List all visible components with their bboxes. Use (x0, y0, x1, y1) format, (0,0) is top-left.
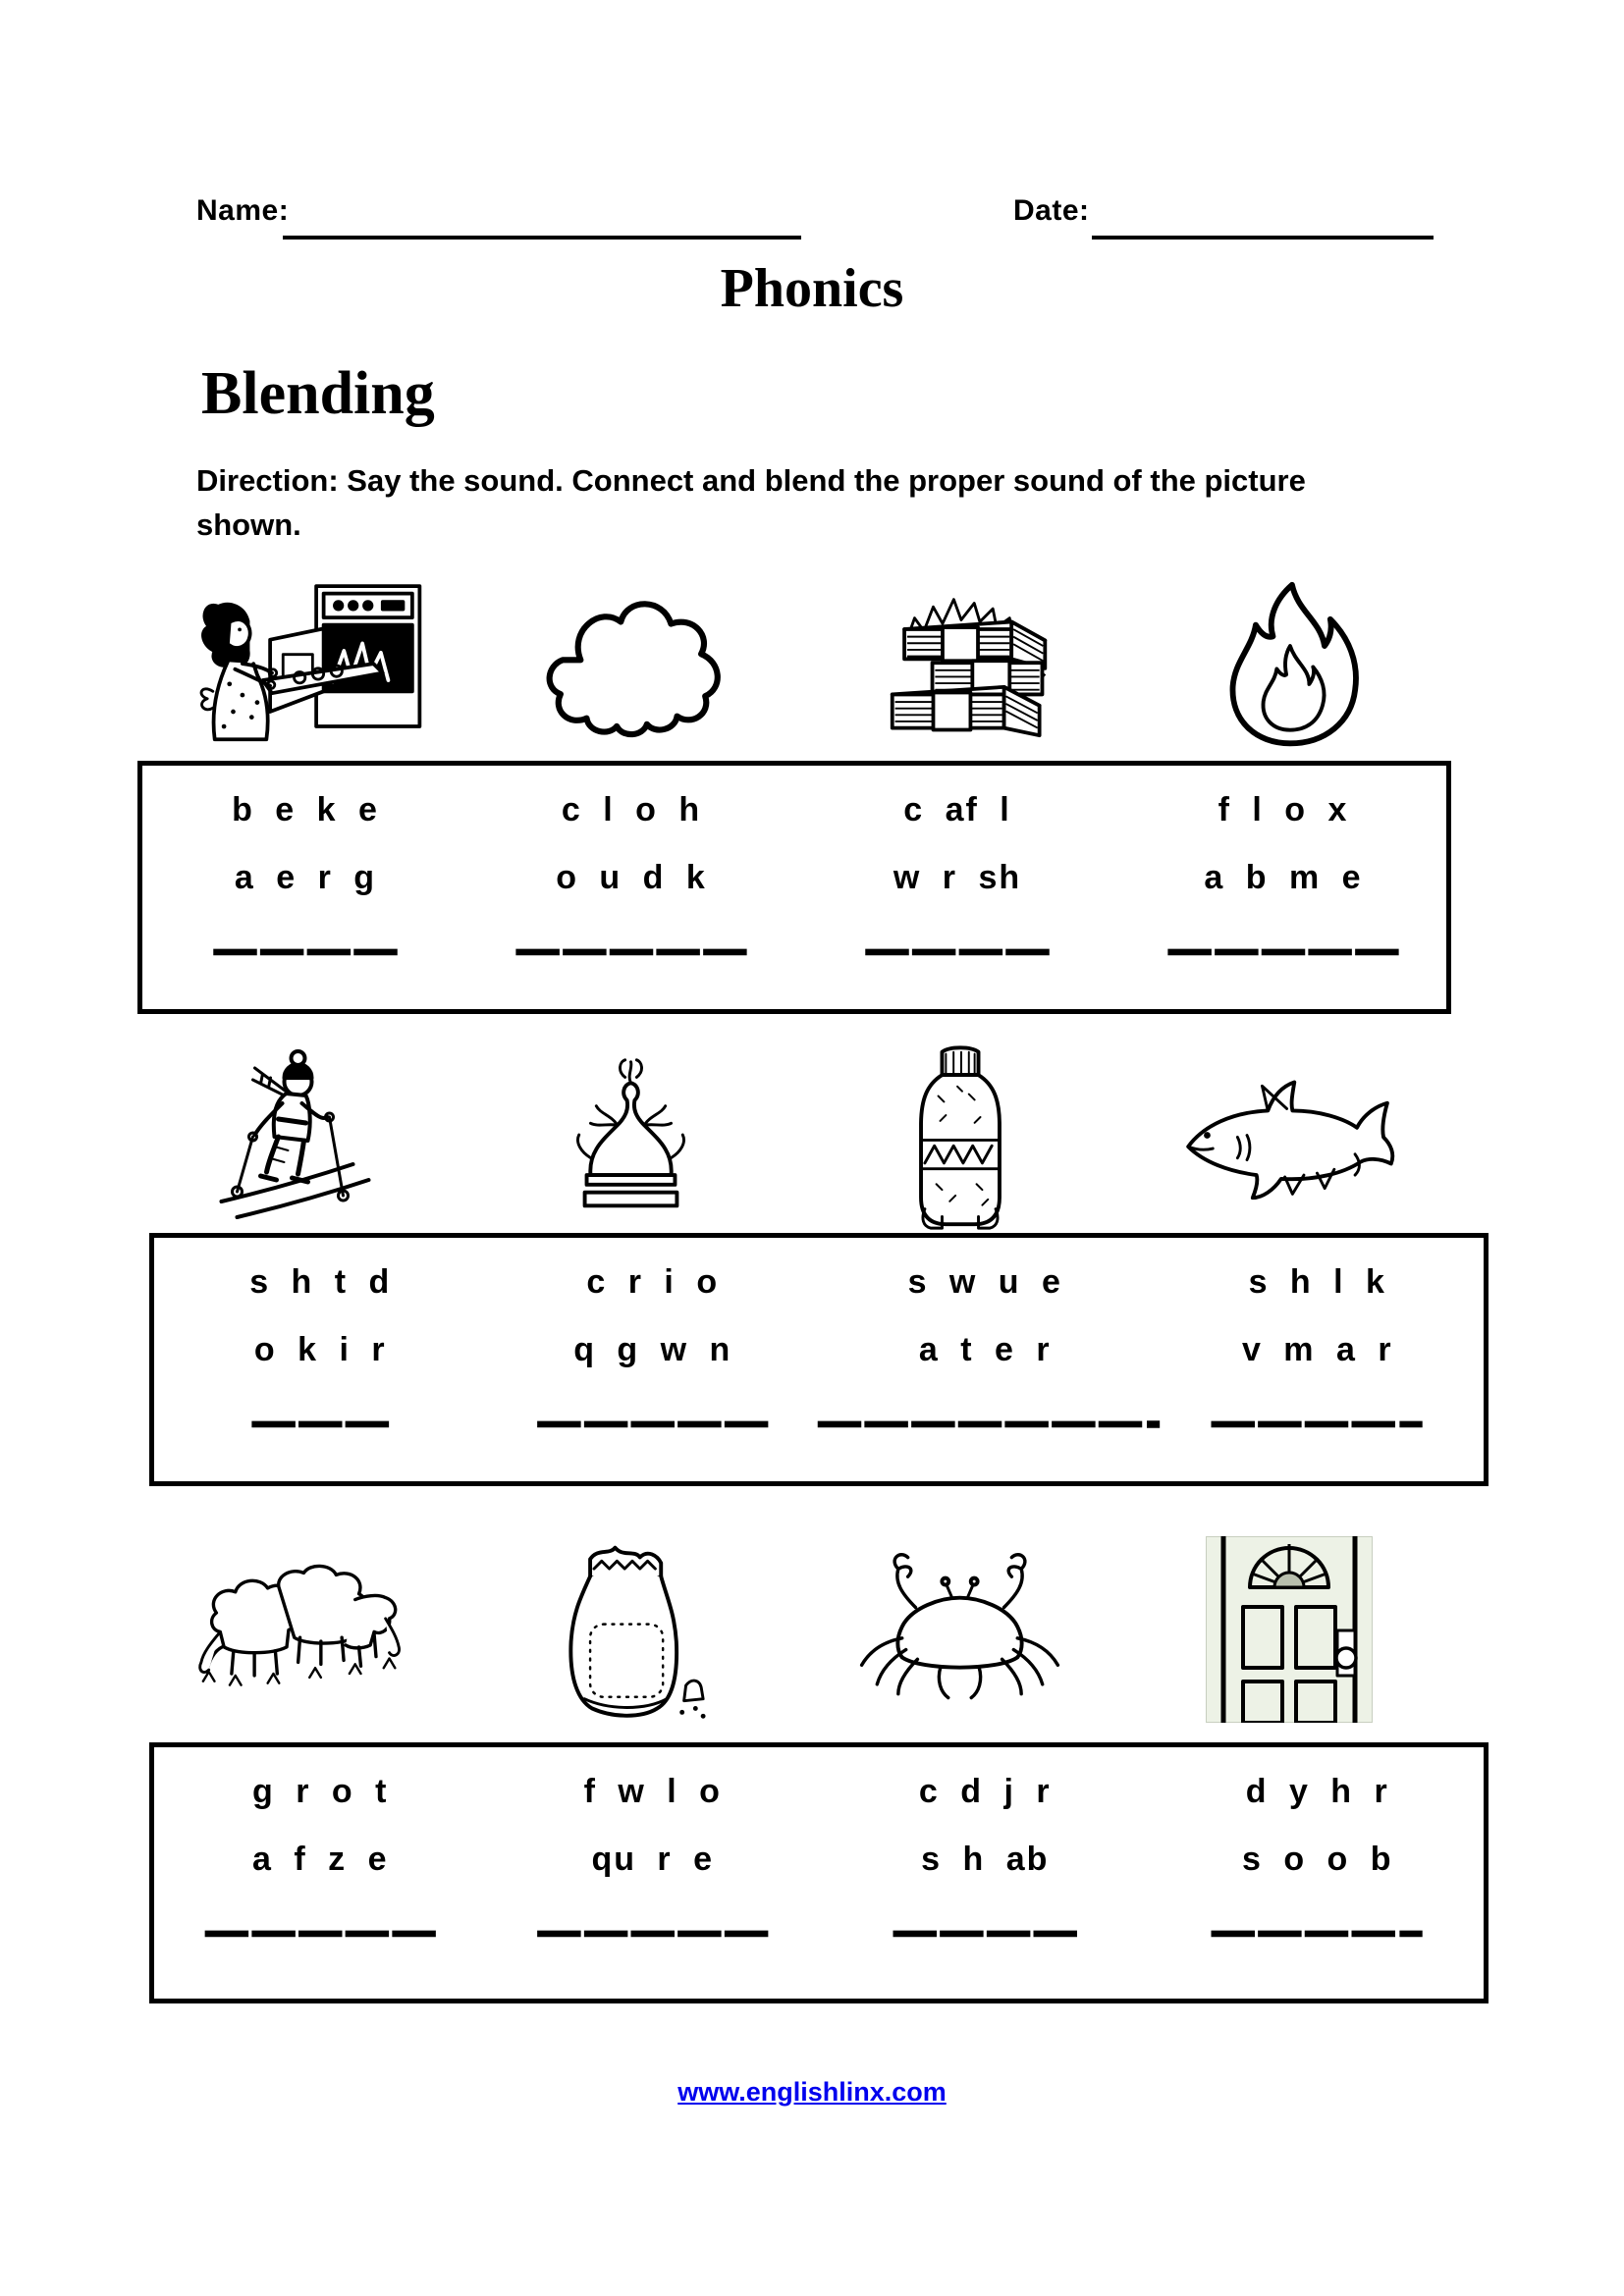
answer-blank[interactable]: — — — — — (1168, 926, 1398, 972)
footer-link[interactable]: www.englishlinx.com (677, 2077, 947, 2107)
letter-cell (154, 1238, 487, 1481)
shark-image (1124, 1067, 1453, 1204)
letters-top: f l o x (1218, 791, 1349, 828)
date-label: Date: (1013, 194, 1090, 227)
letter-box-3 (149, 1742, 1489, 2003)
door-image (1124, 1536, 1453, 1723)
letter-cell (1152, 1747, 1485, 1999)
letters-top: c l o h (561, 791, 702, 828)
letters-bottom: a e r g (234, 859, 377, 896)
letter-box-2 (149, 1233, 1489, 1486)
letters-top: s h l k (1248, 1263, 1386, 1301)
name-line[interactable] (283, 236, 801, 240)
letters-top: c af l (903, 791, 1011, 828)
letters-top: s w u e (907, 1263, 1062, 1301)
letters-bottom: o k i r (253, 1331, 387, 1368)
crab-image (795, 1544, 1124, 1716)
cloud-image (466, 585, 795, 747)
picture-row-2 (137, 1039, 1453, 1233)
letters-bottom: s o o b (1241, 1841, 1393, 1878)
letter-cell (468, 766, 794, 1009)
answer-blank[interactable]: — — — — — (205, 1907, 435, 1953)
letters-bottom: w r sh (893, 859, 1022, 896)
sack-image (466, 1534, 795, 1726)
answer-blank[interactable]: — — — — — — — - (819, 1398, 1161, 1444)
letters-bottom: a f z e (252, 1841, 389, 1878)
letters-bottom: qu r e (591, 1841, 715, 1878)
letters-top: c r i o (586, 1263, 720, 1301)
direction-text: Direction: Say the sound. Connect and blend the proper sound of the picture shown. (196, 463, 1306, 542)
date-line[interactable] (1092, 236, 1434, 240)
letters-bottom: v m a r (1241, 1331, 1393, 1368)
section-title: Blending (201, 360, 435, 427)
sweater-image (795, 1041, 1124, 1232)
letters-top: d y h r (1245, 1773, 1389, 1810)
answer-blank[interactable]: — — — — – (1212, 1398, 1423, 1444)
picture-row-3 (137, 1531, 1453, 1728)
letter-cell (142, 766, 468, 1009)
money-image (795, 575, 1124, 757)
letter-cell (819, 1238, 1161, 1481)
letter-cell (487, 1238, 820, 1481)
crown-image (466, 1050, 795, 1222)
letters-top: f w l o (583, 1773, 722, 1810)
baking-image (137, 573, 466, 758)
answer-blank[interactable]: — — — (252, 1398, 388, 1444)
letter-box-1 (137, 761, 1451, 1014)
letters-top: b e k e (232, 791, 379, 828)
skiing-image (137, 1042, 466, 1229)
letters-bottom: o u d k (556, 859, 707, 896)
sheep-image (137, 1556, 466, 1703)
answer-blank[interactable]: — — — — – (1212, 1907, 1423, 1953)
answer-blank[interactable]: — — — — — (538, 1398, 768, 1444)
letter-cell (819, 1747, 1152, 1999)
answer-blank[interactable]: — — — — (866, 926, 1049, 972)
letter-cell (1120, 766, 1446, 1009)
answer-blank[interactable]: — — — — (214, 926, 397, 972)
letters-bottom: s h ab (921, 1841, 1050, 1878)
answer-blank[interactable]: — — — — — (516, 926, 746, 972)
letters-top: c d j r (918, 1773, 1052, 1810)
page-title: Phonics (720, 258, 904, 319)
letter-cell (794, 766, 1120, 1009)
letters-top: s h t d (249, 1263, 392, 1301)
letters-bottom: a t e r (918, 1331, 1052, 1368)
letters-bottom: a b m e (1204, 859, 1363, 896)
letters-top: g r o t (252, 1773, 389, 1810)
letter-cell (487, 1747, 820, 1999)
letters-bottom: q g w n (573, 1331, 732, 1368)
answer-blank[interactable]: — — — — — (538, 1907, 768, 1953)
name-label: Name: (196, 194, 290, 227)
letter-cell (154, 1747, 487, 1999)
letter-cell (1152, 1238, 1485, 1481)
picture-row-1 (137, 567, 1453, 764)
footer (0, 2077, 1624, 2108)
fire-image (1124, 577, 1453, 754)
answer-blank[interactable]: — — — — (893, 1907, 1076, 1953)
